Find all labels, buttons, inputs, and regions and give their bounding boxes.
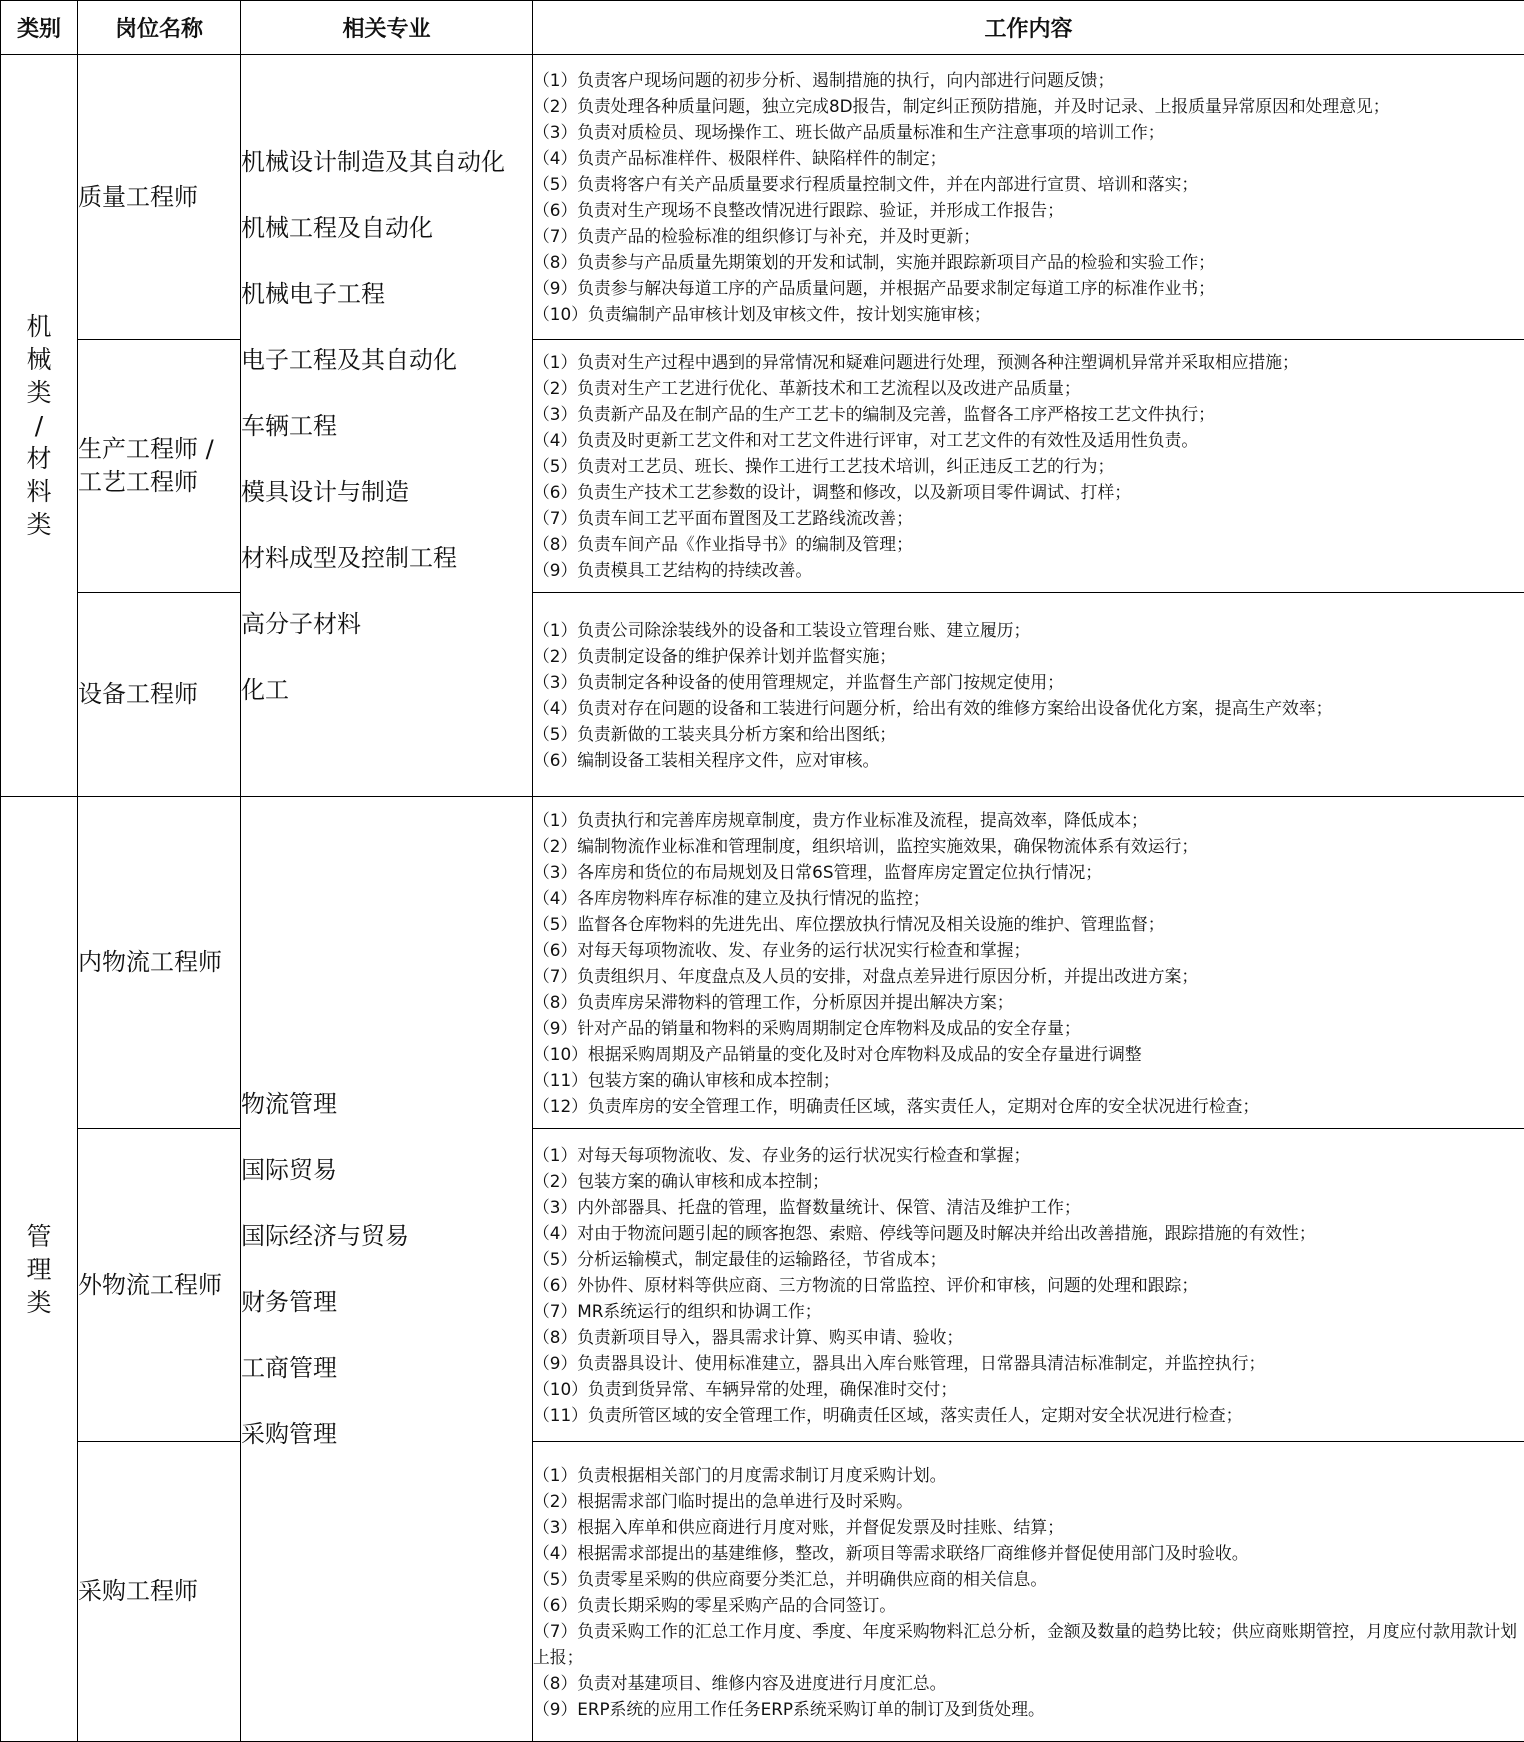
major-item: 机械设计制造及其自动化 [241, 129, 532, 195]
duty-item: （8）负责参与产品质量先期策划的开发和试制，实施并跟踪新项目产品的检验和实验工作； [533, 249, 1524, 275]
duties-cell [533, 593, 1524, 797]
header-position: 岗位名称 [78, 1, 241, 55]
duty-item: （5）分析运输模式，制定最佳的运输路径，节省成本； [533, 1246, 1524, 1272]
duty-item: （4）负责及时更新工艺文件和对工艺文件进行评审，对工艺文件的有效性及适用性负责。 [533, 427, 1524, 453]
duty-item: （2）编制物流作业标准和管理制度，组织培训，监控实施效果，确保物流体系有效运行； [533, 833, 1524, 859]
major-item: 采购管理 [241, 1401, 532, 1467]
table-row [1, 340, 1524, 593]
duty-item: （7）负责车间工艺平面布置图及工艺路线流改善； [533, 505, 1524, 531]
category-label: 机 械 类 / 材 料 类 [25, 310, 53, 541]
duty-item: （3）根据入库单和供应商进行月度对账，并督促发票及时挂账、结算； [533, 1514, 1524, 1540]
duty-item: （6）编制设备工装相关程序文件，应对审核。 [533, 747, 1524, 773]
header-row [1, 1, 1524, 55]
major-item: 物流管理 [241, 1071, 532, 1137]
duty-item: （4）负责产品标准样件、极限样件、缺陷样件的制定； [533, 145, 1524, 171]
duty-item: （3）各库房和货位的布局规划及日常6S管理，监督库房定置定位执行情况； [533, 859, 1524, 885]
duty-item: （9）ERP系统的应用工作任务ERP系统采购订单的制订及到货处理。 [533, 1696, 1524, 1722]
major-item: 材料成型及控制工程 [241, 525, 532, 591]
duty-item: （3）负责对质检员、现场操作工、班长做产品质量标准和生产注意事项的培训工作； [533, 119, 1524, 145]
header-majors: 相关专业 [241, 1, 533, 55]
duty-item: （1）负责根据相关部门的月度需求制订月度采购计划。 [533, 1462, 1524, 1488]
duty-item: （1）负责客户现场问题的初步分析、遏制措施的执行，向内部进行问题反馈； [533, 67, 1524, 93]
position-name: 质量工程师 [78, 181, 240, 214]
major-item: 机械电子工程 [241, 261, 532, 327]
duty-item: （5）负责对工艺员、班长、操作工进行工艺技术培训，纠正违反工艺的行为； [533, 453, 1524, 479]
duties-cell [533, 340, 1524, 593]
major-item: 机械工程及自动化 [241, 195, 532, 261]
major-item: 高分子材料 [241, 591, 532, 657]
header-duties: 工作内容 [533, 1, 1524, 55]
duty-item: （5）监督各仓库物料的先进先出、库位摆放执行情况及相关设施的维护、管理监督； [533, 911, 1524, 937]
position-cell [78, 1129, 241, 1442]
major-item: 车辆工程 [241, 393, 532, 459]
duty-item: （5）负责新做的工装夹具分析方案和给出图纸； [533, 721, 1524, 747]
duty-item: （2）根据需求部门临时提出的急单进行及时采购。 [533, 1488, 1524, 1514]
duty-item: （2）负责处理各种质量问题，独立完成8D报告，制定纠正预防措施，并及时记录、上报质量异常原因和处理意见； [533, 93, 1524, 119]
major-item: 国际经济与贸易 [241, 1203, 532, 1269]
duty-item: （5）负责将客户有关产品质量要求行程质量控制文件，并在内部进行宣贯、培训和落实； [533, 171, 1524, 197]
duty-item: （1）负责公司除涂装线外的设备和工装设立管理台账、建立履历； [533, 617, 1524, 643]
duty-item: （6）负责生产技术工艺参数的设计，调整和修改，以及新项目零件调试、打样； [533, 479, 1524, 505]
duty-item: （10）负责编制产品审核计划及审核文件，按计划实施审核； [533, 301, 1524, 327]
duty-item: （4）各库房物料库存标准的建立及执行情况的监控； [533, 885, 1524, 911]
position-name-line: 生产工程师 / [78, 433, 240, 466]
major-item: 工商管理 [241, 1335, 532, 1401]
position-name: 内物流工程师 [78, 946, 240, 979]
duty-item: （3）负责新产品及在制产品的生产工艺卡的编制及完善，监督各工序严格按工艺文件执行； [533, 401, 1524, 427]
table-row [1, 55, 1524, 340]
duties-cell [533, 55, 1524, 340]
duty-item: （6）负责对生产现场不良整改情况进行跟踪、验证，并形成工作报告； [533, 197, 1524, 223]
duty-item: （3）内外部器具、托盘的管理，监督数量统计、保管、清洁及维护工作； [533, 1194, 1524, 1220]
table-row [1, 797, 1524, 1129]
duty-item: （6）外协件、原材料等供应商、三方物流的日常监控、评价和审核，问题的处理和跟踪； [533, 1272, 1524, 1298]
duty-item: （11）包装方案的确认审核和成本控制； [533, 1067, 1524, 1093]
duty-item: （9）负责器具设计、使用标准建立，器具出入库台账管理，日常器具清洁标准制定，并监控执行； [533, 1350, 1524, 1376]
position-name: 设备工程师 [78, 678, 240, 711]
category-label: 管 理 类 [25, 1220, 53, 1319]
major-item: 化工 [241, 657, 532, 723]
duty-item: （3）负责制定各种设备的使用管理规定，并监督生产部门按规定使用； [533, 669, 1524, 695]
majors-cell [241, 797, 533, 1742]
duty-item: （6）对每天每项物流收、发、存业务的运行状况实行检查和掌握； [533, 937, 1524, 963]
position-cell [78, 340, 241, 593]
duty-item: （7）负责采购工作的汇总工作月度、季度、年度采购物料汇总分析，金额及数量的趋势比较；供应商账期管控，月度应付款用款计划上报； [533, 1618, 1524, 1670]
duty-item: （4）根据需求部提出的基建维修，整改，新项目等需求联络厂商维修并督促使用部门及时验收。 [533, 1540, 1524, 1566]
duty-item: （11）负责所管区域的安全管理工作，明确责任区域，落实责任人，定期对安全状况进行检查； [533, 1402, 1524, 1428]
duty-item: （7）MR系统运行的组织和协调工作； [533, 1298, 1524, 1324]
majors-cell [241, 55, 533, 797]
table-row [1, 1129, 1524, 1442]
duty-item: （2）负责对生产工艺进行优化、革新技术和工艺流程以及改进产品质量； [533, 375, 1524, 401]
duty-item: （9）负责模具工艺结构的持续改善。 [533, 557, 1524, 583]
major-item: 模具设计与制造 [241, 459, 532, 525]
duties-cell [533, 1129, 1524, 1442]
category-cell [1, 55, 78, 797]
duty-item: （7）负责组织月、年度盘点及人员的安排，对盘点差异进行原因分析，并提出改进方案； [533, 963, 1524, 989]
duty-item: （7）负责产品的检验标准的组织修订与补充，并及时更新； [533, 223, 1524, 249]
duty-item: （8）负责车间产品《作业指导书》的编制及管理； [533, 531, 1524, 557]
duty-item: （12）负责库房的安全管理工作，明确责任区域，落实责任人，定期对仓库的安全状况进行检查； [533, 1093, 1524, 1119]
header-category: 类别 [1, 1, 78, 55]
duty-item: （4）负责对存在问题的设备和工装进行问题分析，给出有效的维修方案给出设备优化方案，提高生产效率； [533, 695, 1524, 721]
position-name: 采购工程师 [78, 1575, 240, 1608]
duty-item: （6）负责长期采购的零星采购产品的合同签订。 [533, 1592, 1524, 1618]
position-cell [78, 55, 241, 340]
position-cell [78, 1442, 241, 1742]
duty-item: （9）负责参与解决每道工序的产品质量问题，并根据产品要求制定每道工序的标准作业书； [533, 275, 1524, 301]
duty-item: （8）负责新项目导入，器具需求计算、购买申请、验收； [533, 1324, 1524, 1350]
duty-item: （1）负责执行和完善库房规章制度，贵方作业标准及流程，提高效率，降低成本； [533, 807, 1524, 833]
duty-item: （10）负责到货异常、车辆异常的处理，确保准时交付； [533, 1376, 1524, 1402]
duty-item: （1）对每天每项物流收、发、存业务的运行状况实行检查和掌握； [533, 1142, 1524, 1168]
position-name: 外物流工程师 [78, 1269, 240, 1302]
position-cell [78, 593, 241, 797]
duty-item: （8）负责对基建项目、维修内容及进度进行月度汇总。 [533, 1670, 1524, 1696]
table-row [1, 1442, 1524, 1742]
category-cell [1, 797, 78, 1742]
duty-item: （1）负责对生产过程中遇到的异常情况和疑难问题进行处理，预测各种注塑调机异常并采取相应措施； [533, 349, 1524, 375]
position-name-line: 工艺工程师 [78, 466, 240, 499]
duty-item: （9）针对产品的销量和物料的采购周期制定仓库物料及成品的安全存量； [533, 1015, 1524, 1041]
duty-item: （2）包装方案的确认审核和成本控制； [533, 1168, 1524, 1194]
duty-item: （8）负责库房呆滞物料的管理工作，分析原因并提出解决方案； [533, 989, 1524, 1015]
duty-item: （2）负责制定设备的维护保养计划并监督实施； [533, 643, 1524, 669]
duty-item: （10）根据采购周期及产品销量的变化及时对仓库物料及成品的安全存量进行调整 [533, 1041, 1524, 1067]
duties-cell [533, 797, 1524, 1129]
table-row [1, 593, 1524, 797]
duties-cell [533, 1442, 1524, 1742]
major-item: 电子工程及其自动化 [241, 327, 532, 393]
position-cell [78, 797, 241, 1129]
duty-item: （4）对由于物流问题引起的顾客抱怨、索赔、停线等问题及时解决并给出改善措施，跟踪措施的有效性； [533, 1220, 1524, 1246]
duty-item: （5）负责零星采购的供应商要分类汇总，并明确供应商的相关信息。 [533, 1566, 1524, 1592]
major-item: 国际贸易 [241, 1137, 532, 1203]
major-item: 财务管理 [241, 1269, 532, 1335]
